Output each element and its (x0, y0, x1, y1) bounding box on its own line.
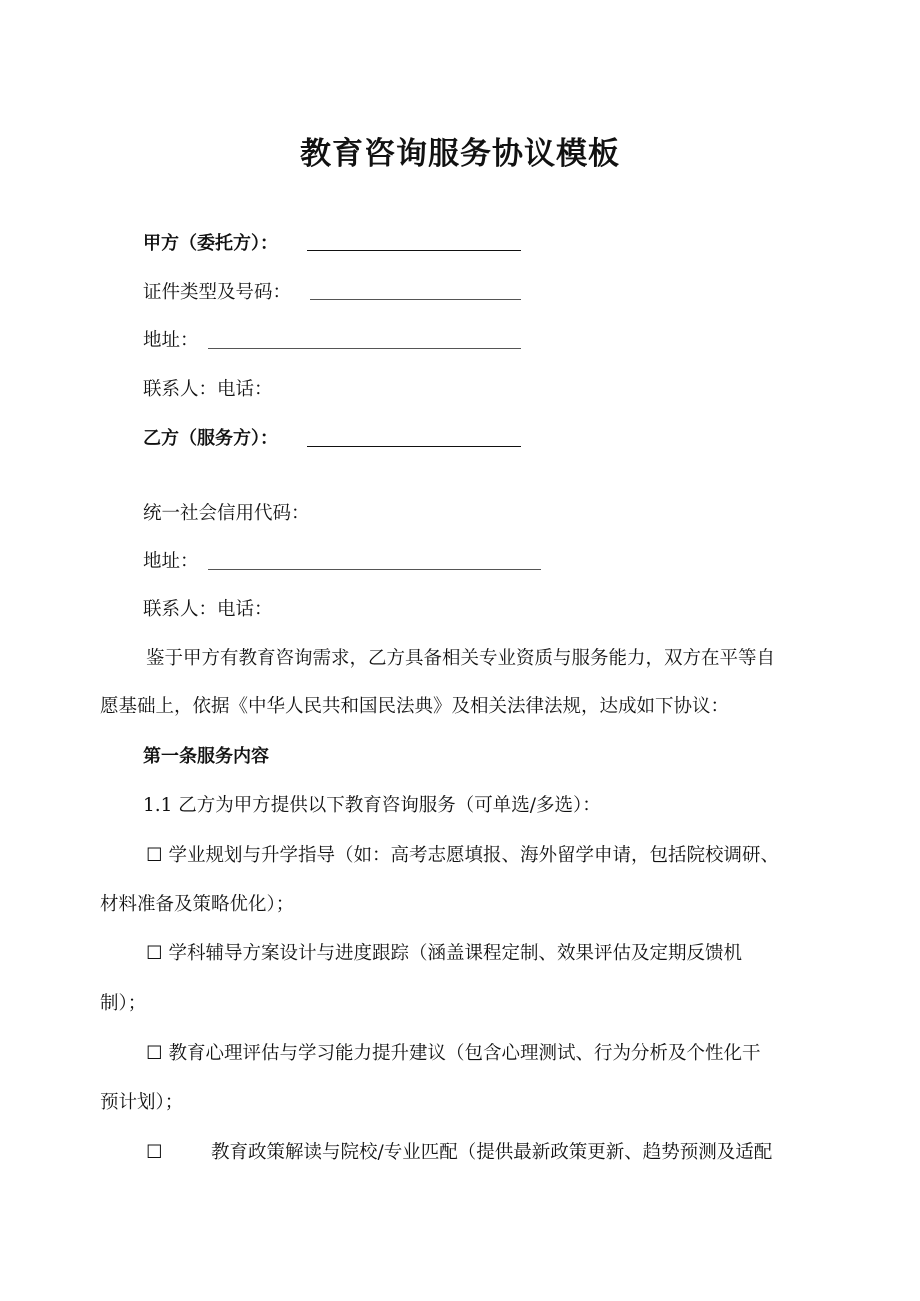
option-1-line-2: 材料准备及策略优化）； (100, 894, 295, 915)
option-2-checkbox[interactable]: ☐ (146, 943, 163, 964)
party-a-address-blank-line[interactable] (208, 348, 521, 349)
option-1-line-1 (146, 843, 779, 869)
party-b-address-label: 地址： (143, 551, 199, 572)
party-b-label: 乙方（服务方）： (143, 428, 278, 449)
party-b-address-blank-line[interactable] (208, 569, 541, 570)
option-3-checkbox[interactable]: ☐ (146, 1043, 163, 1064)
option-2-line-2: 制）； (100, 993, 147, 1014)
article-1-heading: 第一条服务内容 (143, 746, 269, 767)
party-a-contact-label: 联系人：电话： (143, 379, 273, 400)
option-2-text: 学科辅导方案设计与进度跟踪（涵盖课程定制、效果评估及定期反馈机 (168, 943, 742, 964)
party-a-id-label: 证件类型及号码： (143, 282, 292, 303)
option-3-line-2: 预计划）； (100, 1092, 184, 1113)
option-3-text: 教育心理评估与学习能力提升建议（包含心理测试、行为分析及个性化干 (168, 1043, 761, 1064)
party-b-credit-code-label: 统一社会信用代码： (143, 503, 310, 524)
option-1-checkbox[interactable]: ☐ (146, 845, 163, 866)
option-1-text: 学业规划与升学指导（如：高考志愿填报、海外留学申请，包括院校调研、 (168, 845, 779, 866)
party-a-label: 甲方（委托方）： (143, 233, 278, 254)
option-3-line-1 (146, 1041, 761, 1067)
party-a-id-blank-line[interactable] (310, 299, 521, 300)
preamble-line-1: 鉴于甲方有教育咨询需求，乙方具备相关专业资质与服务能力，双方在平等自 (146, 648, 776, 669)
clause-1-1: 1.1 乙方为甲方提供以下教育咨询服务（可单选/多选）： (143, 795, 601, 816)
party-b-blank-line[interactable] (307, 446, 521, 447)
document-title: 教育咨询服务协议模板 (300, 136, 620, 172)
option-2-line-1 (146, 941, 742, 967)
option-4-line-1: 教育政策解读与院校/专业匹配（提供最新政策更新、趋势预测及适配 (211, 1142, 773, 1163)
party-b-contact-label: 联系人：电话： (143, 599, 273, 620)
preamble-line-2: 愿基础上，依据《中华人民共和国民法典》及相关法律法规，达成如下协议： (100, 696, 730, 717)
party-a-address-label: 地址： (143, 330, 199, 351)
party-a-blank-line[interactable] (307, 250, 521, 251)
option-4-checkbox[interactable]: ☐ (146, 1142, 163, 1163)
